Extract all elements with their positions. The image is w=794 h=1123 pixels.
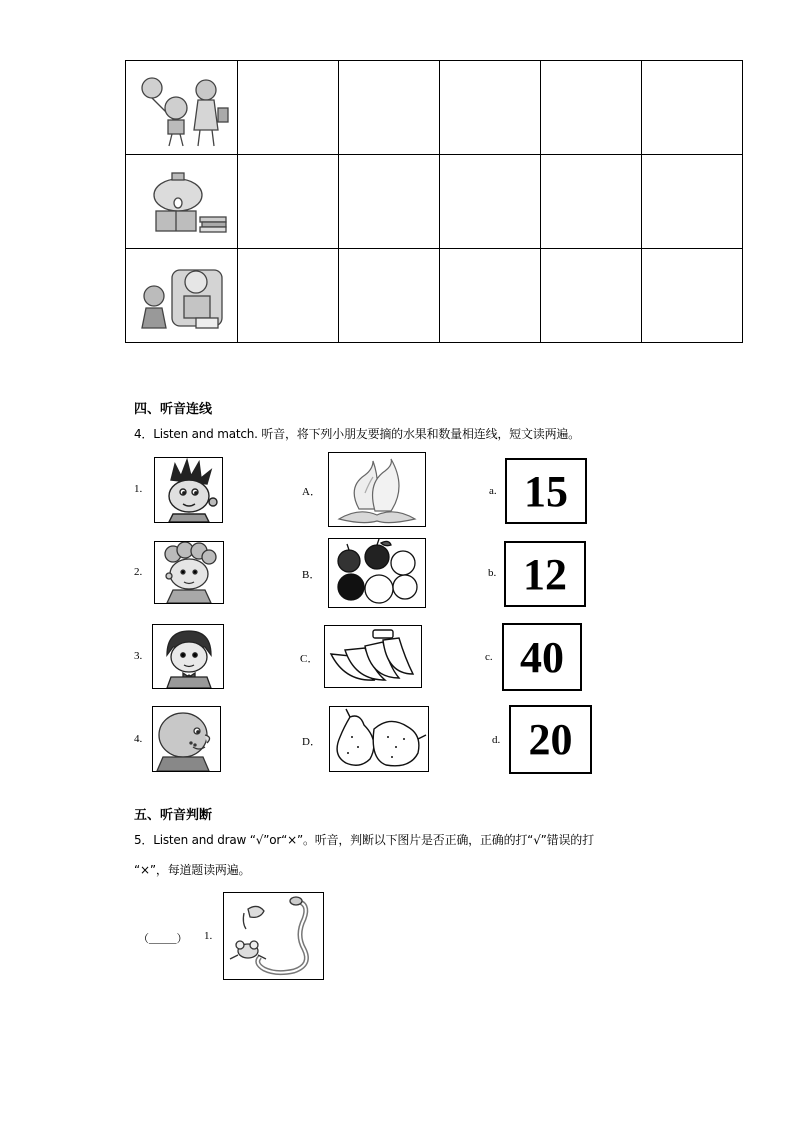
table-cell[interactable] [541, 249, 642, 343]
answer-table [125, 60, 743, 343]
boy-reading-icon [134, 167, 230, 237]
table-picture-cell [126, 249, 238, 343]
number-box[interactable]: 12 [504, 541, 586, 607]
kid-picture[interactable] [152, 624, 224, 689]
kid-label: 3. [134, 650, 143, 662]
section5-heading: 五、听音判断 [134, 808, 213, 823]
table-row [126, 249, 743, 343]
fruit-label: D． [302, 736, 321, 748]
table-cell[interactable] [541, 155, 642, 249]
number-label: b. [488, 567, 497, 579]
fruit-picture[interactable] [328, 538, 426, 608]
section5-instruction-line2: “×”，每道题读两遍。 [134, 863, 251, 877]
table-picture-cell [126, 61, 238, 155]
apple-icon [329, 539, 425, 607]
snake-and-mouse-icon [224, 893, 323, 979]
number-box[interactable]: 20 [509, 705, 592, 774]
section4-heading: 四、听音连线 [134, 402, 213, 417]
fruit-picture[interactable] [328, 452, 426, 527]
kid-picture[interactable] [152, 706, 221, 772]
table-cell[interactable] [642, 61, 743, 155]
table-cell[interactable] [339, 61, 440, 155]
number-label: c. [485, 651, 493, 663]
fruit-label: A． [302, 486, 321, 498]
bald-boy-icon [153, 707, 220, 771]
kid-label: 2. [134, 566, 143, 578]
table-cell[interactable] [238, 155, 339, 249]
kid-picture[interactable] [154, 457, 223, 523]
item-label: 1. [204, 930, 213, 942]
curly-hair-girl-icon [155, 542, 223, 603]
banana-icon [325, 626, 421, 687]
table-cell[interactable] [238, 61, 339, 155]
number-box[interactable]: 15 [505, 458, 587, 524]
table-cell[interactable] [440, 249, 541, 343]
table-cell[interactable] [238, 249, 339, 343]
table-row [126, 155, 743, 249]
table-cell[interactable] [642, 249, 743, 343]
pear-icon [330, 707, 428, 771]
girl-and-grandma-icon [134, 256, 230, 336]
table-cell[interactable] [440, 61, 541, 155]
number-label: d. [492, 734, 501, 746]
spiky-hair-boy-icon [155, 458, 222, 522]
section5-instruction-line1: 5．Listen and draw “√”or“×”。听音，判断以下图片是否正确，正确的打“√”错误的打 [134, 833, 594, 847]
table-cell[interactable] [339, 249, 440, 343]
fruit-picture[interactable] [324, 625, 422, 688]
kid-picture[interactable] [154, 541, 224, 604]
table-cell[interactable] [440, 155, 541, 249]
table-cell[interactable] [642, 155, 743, 249]
judge-picture [223, 892, 324, 980]
table-cell[interactable] [541, 61, 642, 155]
peach-icon [329, 453, 425, 526]
fruit-label: C． [300, 653, 319, 665]
number-box[interactable]: 40 [502, 623, 582, 691]
fruit-picture[interactable] [329, 706, 429, 772]
kid-label: 4. [134, 733, 143, 745]
short-hair-girl-icon [153, 625, 223, 688]
section4-instruction: 4．Listen and match. 听音，将下列小朋友要摘的水果和数量相连线，短文读两遍。 [134, 427, 580, 441]
kid-label: 1. [134, 483, 143, 495]
table-cell[interactable] [339, 155, 440, 249]
family-cleaning-icon [134, 68, 230, 148]
number-label: a. [489, 485, 497, 497]
table-picture-cell [126, 155, 238, 249]
answer-blank[interactable]: （_____） [138, 933, 188, 945]
fruit-label: B． [302, 569, 321, 581]
table-row [126, 61, 743, 155]
